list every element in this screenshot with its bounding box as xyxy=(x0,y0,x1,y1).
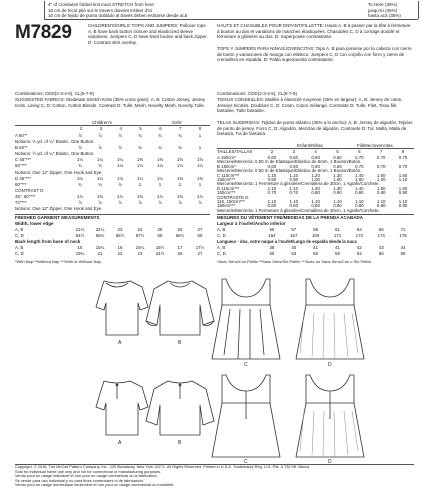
row-cell: ⅞ xyxy=(98,133,102,138)
row-cell: 67½ xyxy=(135,232,145,238)
row-label: Notions: One 12" Zipper, One Hook and Eye. xyxy=(15,206,103,212)
row-cell: 0.60 xyxy=(333,163,342,169)
row-cell: ¾ xyxy=(178,133,182,138)
row-cell: 16¼ xyxy=(135,245,145,250)
row-cell: 1.00 xyxy=(311,176,320,182)
sizes-label-fr: TAILLES/TALLAS xyxy=(217,149,253,154)
row-label: C, D xyxy=(217,250,226,256)
row-label: A, B xyxy=(15,245,24,250)
row-cell: 58 xyxy=(313,227,319,232)
size-cell: 7 xyxy=(179,126,182,131)
row-cell: 1.10 xyxy=(398,176,408,182)
pattern-number: M7829 xyxy=(15,22,72,43)
view-d-back-drawing xyxy=(296,375,364,457)
row-cell: 66½ xyxy=(115,232,125,238)
row-cell: ¾ xyxy=(78,163,82,169)
combinations-en: Combinations: CDD(2-3-4-5), CL(6-7-8) xyxy=(15,91,95,96)
header-enfant: Enfant/Niñas xyxy=(297,143,323,148)
row-cell: 0.70 xyxy=(355,163,364,169)
row-cell: 62 xyxy=(356,250,362,256)
row-cell: 71 xyxy=(400,227,406,232)
row-cell: 174 xyxy=(377,232,385,238)
row-cell: 66 xyxy=(378,227,384,232)
row-cell: 27 xyxy=(197,227,203,232)
row-label: C 45"*** xyxy=(15,157,31,163)
row-cell: 25 xyxy=(157,227,163,232)
row-label: 60"*** xyxy=(15,163,27,169)
row-cell: 43 xyxy=(378,245,384,250)
row-cell: 0.70 xyxy=(398,155,408,160)
row-cell: 0.60 xyxy=(311,163,320,169)
row-cell: ¾ xyxy=(138,145,142,151)
en-back-rows xyxy=(15,245,210,256)
row-cell: 1.10 xyxy=(398,198,408,204)
row-label: Mercerie/Mercería: 1 Fermeture à glissière/Cremallera de 30cm, 1 Agrafe/Corchete. xyxy=(217,207,380,213)
row-cell: 1.10 xyxy=(311,198,320,204)
row-cell: 1.50 xyxy=(376,185,386,191)
row-cell: 1⅝ xyxy=(176,157,184,163)
row-cell: 15¾ xyxy=(95,245,105,250)
row-cell: 42 xyxy=(356,245,362,250)
width-label-en: Width, lower edge xyxy=(15,221,54,226)
fr-yardage-rows xyxy=(217,156,414,213)
row-cell: ⅞ xyxy=(118,200,122,206)
row-label: 150cm*** xyxy=(217,190,236,196)
fabrics-es: TELAS SUGERIDAS: Tejidos de punto elástico (35% a lo ancho): A, B: Jersey de algodón, Tejidos de punto de jersey. Forro C, D: Algodón, Mezclas de algodón. Contraste D: Tul, Malla, Malla de fantasía, Tul de fantasía. xyxy=(217,120,413,137)
row-cell: 1¾ xyxy=(76,193,84,199)
row-cell: 1⅛ xyxy=(116,175,124,181)
row-cell: 1⅛ xyxy=(116,163,124,169)
row-cell: 1.50 xyxy=(398,185,408,191)
table-row xyxy=(15,206,210,212)
fr-size-header xyxy=(261,149,414,154)
footer-use-fr: Vendu pour un usage individuel et non pour un usage commercial ou la fabrication. xyxy=(15,473,158,478)
view-label-c: C xyxy=(244,362,248,368)
row-cell: 1 xyxy=(178,181,182,187)
row-label: CONTRASTE D xyxy=(217,194,249,200)
row-cell: 0.80 xyxy=(311,203,320,209)
row-cell: 1.10 xyxy=(289,198,299,204)
row-cell: 1⅜ xyxy=(156,157,164,163)
fr-back-rows xyxy=(217,245,414,256)
row-label: D 115cm*** xyxy=(217,185,240,191)
row-cell: 173 xyxy=(355,232,363,238)
row-cell: 0.80 xyxy=(333,203,342,209)
en-yardage-rows xyxy=(15,133,210,212)
size-cell: 6 xyxy=(159,126,162,131)
row-cell: 53 xyxy=(291,250,297,256)
row-cell: 50 xyxy=(269,250,275,256)
row-cell: 0.60 xyxy=(333,155,342,160)
row-cell: 0.60 xyxy=(289,155,299,160)
view-label-d-back: D xyxy=(328,459,332,465)
row-label: D 45"*** xyxy=(15,175,31,181)
row-cell: 1.00 xyxy=(333,176,342,182)
row-cell: ⅞ xyxy=(98,145,102,151)
to-here-es: hasta acá (35%) xyxy=(368,13,401,18)
view-b-front-drawing xyxy=(146,281,214,335)
row-cell: 1⅜ xyxy=(176,175,184,181)
size-cell: 5 xyxy=(336,149,339,154)
row-cell: 1¼ xyxy=(96,175,104,181)
row-cell: 23 xyxy=(117,227,123,232)
footer-use-es: Se vende para uso individual y no para fines comerciales ni de fabricación. xyxy=(15,477,144,483)
description-fr: HAUTS ET CHASUBLES POUR ENFANT/FILLETTE: Hauts A, B à passer par la tête à fermeture à bouton au dos et variations de manches élastiquées. Chasubles C, D à corsage doublé et fermeture à glissière au dos. D: Superposée contrastante. xyxy=(217,23,411,40)
row-cell: 1¼ xyxy=(156,175,164,181)
row-label: A, B xyxy=(217,245,226,250)
row-cell: 17½ xyxy=(195,245,205,250)
row-cell: 21¾ xyxy=(75,227,85,232)
row-label: A 150cm* xyxy=(217,155,236,160)
row-cell: ⅞ xyxy=(138,200,142,206)
row-cell: 169 xyxy=(311,232,320,238)
row-cell: 26 xyxy=(177,250,183,256)
row-cell: 1⅜ xyxy=(196,175,204,181)
size-cell: 7 xyxy=(379,149,383,154)
row-cell: 0.90 xyxy=(376,190,386,196)
row-cell: 22¼ xyxy=(95,227,105,232)
row-cell: 0.80 xyxy=(311,190,320,196)
row-cell: 1 xyxy=(198,133,202,138)
row-cell: ¾ xyxy=(158,133,162,138)
table-row xyxy=(217,251,414,257)
row-cell: 1.30 xyxy=(333,172,342,178)
stretch-instruction-en: 4" of crosswise folded knit must STRETCH from here xyxy=(48,2,154,7)
row-label: Notions: One 12" Zipper, One Hook and Eye. xyxy=(15,169,103,175)
header-fillette: Fillette/Jovencitas xyxy=(357,143,393,148)
row-label: Notions: ½ yd. of ¼" Elastic, One Button. xyxy=(15,139,95,145)
row-cell: 56 xyxy=(313,250,319,256)
row-cell: 26 xyxy=(177,227,183,232)
row-cell: 1.60 xyxy=(398,172,408,178)
row-cell: 1.10 xyxy=(376,198,386,204)
row-cell: ⅞ xyxy=(78,133,82,138)
row-label: A, B xyxy=(15,227,24,232)
row-cell: 55 xyxy=(269,227,275,232)
row-cell: 44 xyxy=(400,245,406,250)
row-cell: 41 xyxy=(335,245,340,250)
finished-title-en: FINISHED GARMENT MEASUREMENTS xyxy=(15,215,100,220)
table-row xyxy=(15,233,210,239)
back-label-en: Back length from base of neck xyxy=(15,239,81,244)
row-label: Mercerie/Mercería: 1 Fermeture à glissière/Cremallera de 30cm, 1 Agrafe/Corchete. xyxy=(217,181,380,187)
row-cell: 176 xyxy=(399,232,407,238)
row-cell: 1 xyxy=(138,181,142,187)
row-cell: 1.10 xyxy=(289,185,299,191)
row-cell: 1¼ xyxy=(116,157,124,163)
row-cell: 16½ xyxy=(155,245,165,250)
row-cell: 68½ xyxy=(175,232,185,238)
row-cell: 1 xyxy=(158,181,162,187)
fabrics-fr: TISSUS CONSEILLÉS: Mailles à élasticité moyenne (35% en largeur): A, B: Jersey de coton, Jerseys tricotés. Doublure C, D: Coton, Coton mélangé. Contraste D: Tulle, Filet, Tissu filé fantaisie, Tulle fantaisie. xyxy=(217,97,403,114)
back-label-fr: Longueur - dos, votre nuque à l'ourlet/Largo de espalda desde la nuca xyxy=(217,239,357,244)
row-cell: 171 xyxy=(333,232,342,238)
view-label-b: B xyxy=(178,340,182,346)
fr-width-rows xyxy=(217,227,414,238)
row-cell: 0.60 xyxy=(289,163,299,169)
view-b-back-drawing xyxy=(146,381,214,435)
row-cell: 0.90 xyxy=(289,176,299,182)
row-cell: 164 xyxy=(268,232,276,238)
view-label-c-back: C xyxy=(244,459,248,465)
finished-title-fr: MESURES DU VÊTEMENT FINI/MEDIDAS DE LA PRENDA ACABADA xyxy=(217,215,364,220)
row-cell: 1¼ xyxy=(76,175,84,181)
size-cell: 8 xyxy=(401,149,405,154)
stretch-gauge-start xyxy=(44,1,46,19)
view-a-front-drawing xyxy=(96,281,148,335)
footer-use-en: Sold for individual home use only and not for commercial or manufacturing purposes. xyxy=(15,468,162,474)
row-cell: 0.90 xyxy=(267,176,277,182)
row-cell: 1.60 xyxy=(376,172,386,178)
row-label: Mercerie/Mercería: 0.50 m de Elastique/Elástico de 6mm, 1 Bouton/Botón. xyxy=(217,168,362,174)
row-cell: 1 xyxy=(198,181,202,187)
view-d-front-drawing xyxy=(296,279,364,359)
row-cell: 57 xyxy=(291,227,297,232)
row-cell: 1⅜ xyxy=(136,157,144,163)
row-cell: 1¾ xyxy=(196,193,204,199)
nap-note-fr: *Avec Sens/Con Pelillo **Sans Sens/Sin Pelillo ***Avec ou Sans Sens/Con o Sin Pelillo xyxy=(217,259,372,264)
row-cell: 66 xyxy=(378,250,384,256)
row-label: C, D xyxy=(217,232,226,238)
en-yardage-table xyxy=(15,126,210,131)
size-cell: 2 xyxy=(79,126,83,131)
row-cell: 21 xyxy=(97,250,103,256)
row-cell: ¾ xyxy=(98,163,102,169)
row-label: C 115cm*** xyxy=(217,172,240,178)
row-cell: 1.20 xyxy=(311,172,320,178)
row-cell: 69 xyxy=(400,250,406,256)
row-cell: 1¼ xyxy=(196,163,204,169)
row-cell: 0.70 xyxy=(289,190,299,196)
row-cell: 1 xyxy=(198,145,202,151)
row-label: C, D xyxy=(15,232,24,238)
row-cell: ⅞ xyxy=(118,181,122,187)
row-cell: 22 xyxy=(117,250,123,256)
table-row xyxy=(15,251,210,257)
row-cell: 0.70 xyxy=(398,163,408,169)
row-cell: 1¾ xyxy=(96,193,104,199)
to-here-en: To Here (35%) xyxy=(368,2,398,7)
table-row xyxy=(217,209,414,213)
combinations-fr: Combinaisons: CDD(2-3-4-5), CL(6-7-8) xyxy=(217,91,298,96)
description-en: CHILDREN'S/GIRLS' TOPS AND JUMPERS: Pullover tops A, B have back button closure and elasticized sleeve variations. Jumpers C, D have lined bodice and back zipper. D: Contrast skirt overlay. xyxy=(88,23,208,46)
row-cell: 69 xyxy=(197,232,203,238)
stretch-gauge-line xyxy=(44,19,418,20)
row-cell: 1¾ xyxy=(136,193,144,199)
row-cell: 0.70 xyxy=(376,163,386,169)
row-cell: 0.80 xyxy=(355,203,364,209)
row-cell: 23 xyxy=(137,250,143,256)
description-es: TOPS Y JUMPERS PARA NIÑAS/JOVENCITAS: Tops A, B para ponerse por la cabeza con cierre de botón y variaciones de manga con elástico. Jumpers C, D con corpiño con forro y cierre de cremallera en espalda. D: Falda superpuesta contrastante. xyxy=(217,46,412,63)
table-row xyxy=(217,233,414,239)
row-label: 45", 60"*** xyxy=(15,193,36,199)
row-label: 180cm*** xyxy=(217,203,236,209)
size-cell: 6 xyxy=(358,149,361,154)
row-label: CONTRAST D xyxy=(15,187,44,193)
row-label: 150cm*** xyxy=(217,176,236,182)
size-cell: 3 xyxy=(99,126,103,131)
size-row xyxy=(261,149,414,154)
view-label-b-back: B xyxy=(178,440,182,446)
row-cell: 0.80 xyxy=(376,203,386,209)
row-cell: 64 xyxy=(356,227,362,232)
row-cell: ⅞ xyxy=(118,133,122,138)
row-cell: 27 xyxy=(197,250,203,256)
row-cell: 0.70 xyxy=(355,155,364,160)
fabrics-en: SUGGESTED FABRICS: Moderate Stretch Knits (35% cross grain): A, B: Cotton Jersey, Jersey Knits. Lining C, D: Cotton, Cotton Blends. Contrast D: Tulle, Mesh, Novelty Mesh, Novelty Tulle. xyxy=(15,97,206,108)
row-cell: 64½ xyxy=(75,232,85,238)
row-cell: 0.80 xyxy=(289,203,299,209)
row-label: 60"*** xyxy=(15,181,27,187)
row-cell: 1.40 xyxy=(355,172,364,178)
row-label: Notions: ½ yd. of ¼" Elastic, One Button. xyxy=(15,151,95,157)
row-cell: 1¼ xyxy=(136,175,144,181)
view-c-back-drawing xyxy=(212,375,280,457)
row-cell: 0.90 xyxy=(398,190,408,196)
row-cell: 15 xyxy=(77,245,83,250)
view-label-d: D xyxy=(328,362,332,368)
technical-drawings xyxy=(0,263,427,463)
row-cell: 1.10 xyxy=(267,172,277,178)
row-cell: 41 xyxy=(313,245,319,250)
size-cell: 8 xyxy=(198,126,202,131)
row-cell: ¾ xyxy=(158,145,162,151)
row-cell: 1.10 xyxy=(333,198,342,204)
row-cell: 40 xyxy=(291,245,297,250)
row-cell: 16 xyxy=(117,245,123,250)
row-label: 72"*** xyxy=(15,200,27,206)
row-cell: 1.30 xyxy=(333,185,342,191)
row-cell: 1⅝ xyxy=(196,157,204,163)
row-label: C, D xyxy=(15,250,24,256)
row-label: 115, 150cm*** xyxy=(217,198,245,204)
row-cell: ¾ xyxy=(78,181,82,187)
row-cell: 1.10 xyxy=(355,198,364,204)
row-cell: 0.60 xyxy=(267,163,277,169)
size-cell: 2 xyxy=(270,149,274,154)
width-label-fr: Largeur à l'ourlet/Ancho inferior xyxy=(217,221,286,226)
stretch-gauge-end xyxy=(418,1,420,19)
header-girls: Girls' xyxy=(172,120,183,125)
row-cell: 0.90 xyxy=(333,190,342,196)
row-cell: 0.90 xyxy=(355,190,364,196)
row-cell: 17 xyxy=(177,245,183,250)
row-cell: 0.60 xyxy=(311,155,320,160)
row-cell: 38 xyxy=(269,245,275,250)
row-cell: ⅞ xyxy=(178,200,182,206)
row-cell: 1.40 xyxy=(355,185,364,191)
nap-note-en: *With Nap **Without Nap ***With or Without Nap xyxy=(15,259,101,264)
row-cell: 58 xyxy=(335,250,340,256)
row-cell: ⅞ xyxy=(198,200,202,206)
size-row xyxy=(15,126,210,131)
footer-copyright: Copyright, © 2018, The McCall Pattern Company, Inc., 120 Broadway, New York 10271. All Rights Reserved. Printed in U.S.A. Trademarks Reg. U.S. Pat. & TM Off. Marca xyxy=(15,464,309,469)
row-label: Mercerie/Mercería: 0.50 m de Elastique/Elástico de 6mm, 1 Bouton/Botón. xyxy=(217,159,362,165)
row-cell: 1.00 xyxy=(355,176,364,182)
stretch-instruction-es: 10 cm de tejido de punto doblado al través deben estirarse desde acá xyxy=(48,13,188,18)
size-cell: 5 xyxy=(139,126,142,131)
row-cell: ¾ xyxy=(138,133,142,138)
size-cell: 3 xyxy=(292,149,295,154)
row-label: B 150cm* xyxy=(217,163,237,169)
row-cell: 1¾ xyxy=(156,193,164,199)
to-here-fr: jusqu'ici (35%) xyxy=(368,7,398,13)
header-childrens: Children's xyxy=(92,120,112,125)
row-cell: 1¾ xyxy=(116,193,124,199)
view-a-back-drawing xyxy=(96,381,148,435)
row-cell: 24½ xyxy=(155,250,165,256)
row-cell: 0.70 xyxy=(267,190,277,196)
en-width-rows xyxy=(15,227,210,238)
row-cell: ⅞ xyxy=(98,200,102,206)
row-cell: 1.10 xyxy=(267,198,277,204)
row-cell: 1.10 xyxy=(267,185,277,191)
row-cell: 0.80 xyxy=(398,203,408,209)
row-label: A, B xyxy=(217,227,226,232)
row-cell: ¾ xyxy=(178,145,182,151)
row-label: A 60"* xyxy=(15,133,28,138)
view-label-a: A xyxy=(118,340,122,346)
row-cell: 1⅛ xyxy=(156,163,164,169)
row-cell: ¾ xyxy=(98,181,102,187)
row-cell: 19¾ xyxy=(75,250,85,256)
row-cell: 61 xyxy=(335,227,340,232)
row-label: B 60"* xyxy=(15,145,28,151)
footer-use-fr-2: Vendu pour un usage domestique seulement et non pour un usage commercial ou industriel. xyxy=(15,482,175,487)
row-cell: 1⅛ xyxy=(76,157,84,163)
row-cell: 1¼ xyxy=(96,157,104,163)
row-cell: 1¾ xyxy=(176,193,184,199)
row-cell: 0.70 xyxy=(376,155,386,160)
row-cell: 1.10 xyxy=(289,172,299,178)
row-cell: 1⅛ xyxy=(136,163,144,169)
row-cell: ⅞ xyxy=(78,145,82,151)
row-cell: 1.00 xyxy=(376,176,386,182)
view-label-a-back: A xyxy=(118,440,122,446)
view-c-front-drawing xyxy=(212,279,280,359)
row-cell: 1⅛ xyxy=(176,163,184,169)
stretch-instruction-fr: 10 cm de tricot plié sur le travers doivent s'étirer d'ici xyxy=(48,7,153,13)
size-cell: 4 xyxy=(119,126,122,131)
row-cell: ⅞ xyxy=(78,200,82,206)
size-cell: 4 xyxy=(314,149,317,154)
row-cell: ⅞ xyxy=(158,200,162,206)
row-cell: ⅞ xyxy=(118,145,122,151)
row-cell: 24 xyxy=(137,227,143,232)
row-cell: 0.60 xyxy=(267,155,277,160)
row-cell: 68 xyxy=(157,232,163,238)
row-cell: 167 xyxy=(290,232,298,238)
row-cell: 0.80 xyxy=(267,203,277,209)
row-cell: 65¾ xyxy=(95,232,105,238)
row-cell: 1.20 xyxy=(311,185,320,191)
